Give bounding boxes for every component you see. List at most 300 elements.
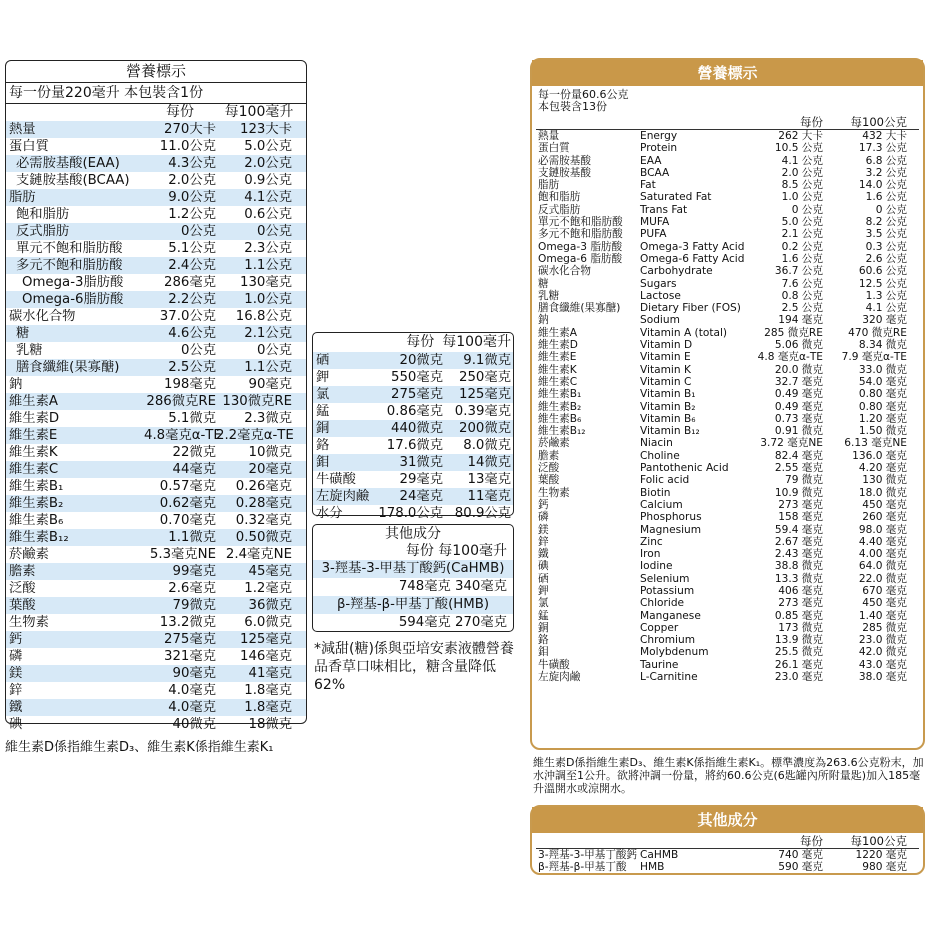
value-per-serving: 5.1公克 (168, 241, 216, 256)
value-per-serving: 7.6 公克 (781, 277, 823, 290)
right-nutrient-row (532, 142, 923, 154)
nutrient-name: 膽素 (9, 564, 36, 579)
nutrient-name: 飽和脂肪 (16, 207, 70, 222)
value-per-100g: 2.6 公克 (865, 252, 907, 265)
nutrient-name-en: Vitamin B₂ (640, 400, 696, 413)
value-per-serving: 90毫克 (172, 666, 216, 681)
nutrient-name-zh: 單元不飽和脂肪酸 (538, 216, 623, 229)
value-per-serving: 44毫克 (172, 462, 216, 477)
value-per-100g: 43.0 毫克 (858, 658, 907, 671)
value-per-100g: 320 毫克 (862, 314, 907, 327)
nutrient-name-zh: 3-羥基-3-甲基丁酸鈣 (538, 849, 638, 861)
value-per-100ml: 0.28毫克 (235, 496, 292, 511)
nutrient-name: 碘 (9, 717, 23, 732)
nutrient-name-en: HMB (640, 861, 665, 874)
nutrient-row (6, 546, 306, 563)
nutrient-name: 磷 (9, 649, 23, 664)
nutrient-name-en: EAA (640, 154, 662, 167)
right-nutrient-row (532, 167, 923, 179)
other-header: 每份 每100毫升 (405, 543, 507, 559)
nutrient-row (6, 580, 306, 597)
value-per-serving: 29毫克 (399, 472, 443, 487)
value-per-serving: 173 微克 (778, 621, 823, 634)
value-per-100ml: 1.1公克 (244, 360, 292, 375)
right-nutrient-row (532, 327, 923, 339)
value-per-serving: 0.91 微克 (774, 425, 823, 438)
nutrient-name-en: PUFA (640, 228, 667, 241)
value-per-100ml: 2.3微克 (244, 411, 292, 426)
right-nutrient-row (532, 130, 923, 142)
nutrient-name-en: Lactose (640, 289, 681, 302)
mineral-name: 水分 (316, 506, 343, 521)
value-per-serving: 2.1 公克 (781, 228, 823, 241)
other-title: 其他成分 (385, 526, 441, 542)
nutrient-name-zh: 銅 (538, 621, 549, 634)
nutrient-name-zh: 菸鹼素 (538, 437, 570, 450)
nutrient-row (6, 240, 306, 257)
nutrient-name-zh: 碳水化合物 (538, 265, 591, 278)
nutrient-name-en: Vitamin A (total) (640, 326, 728, 339)
value-per-serving: 275毫克 (391, 387, 443, 402)
col-per-serving: 每份 (406, 334, 435, 350)
nutrient-name: 葉酸 (9, 598, 36, 613)
value-per-100g: 7.9 毫克α-TE (841, 351, 907, 364)
nutrient-name-en: Vitamin D (640, 339, 693, 352)
right-nutrient-row (532, 450, 923, 462)
nutrient-name-zh: 鎂 (538, 523, 549, 536)
nutrient-name: Omega-3脂肪酸 (22, 275, 124, 290)
mineral-row (313, 505, 513, 522)
right-nutrient-row (532, 339, 923, 351)
right-other-ingredients (530, 805, 925, 875)
nutrient-name: 鈉 (9, 377, 23, 392)
right-nutrient-row (532, 524, 923, 536)
mineral-row (313, 454, 513, 471)
value-per-100ml: 36微克 (248, 598, 292, 613)
value-per-serving: 4.1 公克 (781, 154, 823, 167)
mineral-row (313, 471, 513, 488)
right-nutrient-rows (532, 130, 923, 683)
value-per-100ml: 0.9公克 (244, 173, 292, 188)
nutrient-row (6, 376, 306, 393)
value-per-serving: 2.0公克 (168, 173, 216, 188)
nutrient-name-en: Phosphorus (640, 511, 702, 524)
right-nutrient-row (532, 228, 923, 240)
nutrient-name: 維生素B₁₂ (9, 530, 69, 545)
value-per-serving: 1.1微克 (168, 530, 216, 545)
value-per-100g: 6.13 毫克NE (844, 437, 907, 450)
nutrient-name-zh: 鉻 (538, 634, 549, 647)
value-per-100ml: 18微克 (248, 717, 292, 732)
right-nutrient-row (532, 437, 923, 449)
nutrient-name: 膳食纖維(果寡醣) (16, 360, 120, 375)
nutrient-name-zh: 左旋肉鹼 (538, 671, 581, 684)
col-per-serving: 每份 (166, 104, 194, 120)
value-per-serving: 13.3 微克 (774, 572, 823, 585)
value-per-serving: 99毫克 (172, 564, 216, 579)
nutrient-name: 單元不飽和脂肪酸 (16, 241, 123, 256)
value-per-100g: 23.0 微克 (858, 634, 907, 647)
mineral-row (313, 403, 513, 420)
col-per-serving: 每份 (800, 115, 823, 129)
nutrient-name-zh: 葉酸 (538, 474, 560, 487)
value-per-100g: 136.0 毫克 (852, 449, 907, 462)
nutrient-name-zh: 維生素B₆ (538, 412, 582, 425)
value-per-serving: 0.8 公克 (781, 289, 823, 302)
value-per-100ml: 45毫克 (248, 564, 292, 579)
nutrient-name-zh: 鐵 (538, 548, 549, 561)
nutrient-name: 多元不飽和脂肪酸 (16, 258, 123, 273)
nutrient-name-zh: 乳糖 (538, 289, 560, 302)
nutrient-name: 維生素D (9, 411, 60, 426)
value-per-100ml: 8.0微克 (463, 438, 511, 453)
nutrient-name-zh: 支鏈胺基酸 (538, 166, 591, 179)
nutrient-name-en: Vitamin B₆ (640, 412, 696, 425)
right-nutrient-row (532, 351, 923, 363)
right-nutrient-row (532, 388, 923, 400)
value-per-serving: 0.70毫克 (159, 513, 216, 528)
nutrient-row (6, 529, 306, 546)
nutrient-name: 碳水化合物 (9, 309, 76, 324)
col-per-serving: 每份 (800, 834, 823, 848)
nutrient-name-zh: 熱量 (538, 130, 560, 142)
mineral-name: 氯 (316, 387, 330, 402)
nutrient-name-zh: 鈉 (538, 314, 549, 327)
value-per-100g: 18.0 微克 (858, 486, 907, 499)
value-per-100g: 3.5 公克 (865, 228, 907, 241)
nutrient-name-en: Trans Fat (640, 203, 688, 216)
right-nutrient-row (532, 499, 923, 511)
nutrient-name-en: Omega-6 Fatty Acid (640, 252, 745, 265)
right-nutrient-row (532, 191, 923, 203)
value-per-100g: 670 毫克 (862, 584, 907, 597)
nutrient-name-zh: 泛酸 (538, 462, 560, 475)
value-per-serving: 31微克 (399, 455, 443, 470)
value-per-serving: 59.4 毫克 (774, 523, 823, 536)
serving-info: 每一份量220毫升 本包裝含1份 (6, 83, 306, 104)
nutrient-rows (6, 121, 306, 733)
value-per-serving: 321毫克 (164, 649, 216, 664)
mineral-name: 錳 (316, 404, 330, 419)
value-per-serving: 286毫克 (164, 275, 216, 290)
nutrient-name-en: Biotin (640, 486, 671, 499)
nutrient-name-en: Sodium (640, 314, 680, 327)
nutrient-name-en: Vitamin B₁₂ (640, 425, 700, 438)
nutrient-name: 維生素K (9, 445, 58, 460)
nutrient-name-en: Choline (640, 449, 680, 462)
value-per-100g: 8.2 公克 (865, 216, 907, 229)
nutrient-name: 鐵 (9, 700, 23, 715)
value-per-100ml: 1.8毫克 (244, 683, 292, 698)
value-per-serving: 2.6毫克 (168, 581, 216, 596)
value-per-100ml: 1.0公克 (244, 292, 292, 307)
value-per-100g: 17.3 公克 (858, 142, 907, 155)
value-per-serving: 23.0 毫克 (774, 671, 823, 684)
nutrient-name-en: Carbohydrate (640, 265, 713, 278)
right-nutrient-row (532, 314, 923, 326)
value-per-serving: 406 毫克 (778, 584, 823, 597)
value-per-100ml: 146毫克 (240, 649, 292, 664)
nutrient-row (6, 342, 306, 359)
nutrient-name-zh: 牛磺酸 (538, 658, 570, 671)
value-per-serving: 550毫克 (391, 370, 443, 385)
nutrient-row (6, 189, 306, 206)
value-per-serving: 13.9 微克 (774, 634, 823, 647)
nutrient-name-en: L-Carnitine (640, 671, 698, 684)
value-per-serving: 275毫克 (164, 632, 216, 647)
value-per-100g: 0.80 毫克 (858, 388, 907, 401)
value-per-serving: 0.62毫克 (159, 496, 216, 511)
value-per-100g: 4.00 毫克 (858, 548, 907, 561)
value-per-serving: 17.6微克 (386, 438, 443, 453)
nutrient-name-zh: 硒 (538, 572, 549, 585)
value-per-serving: 0.57毫克 (159, 479, 216, 494)
value-per-serving: 0.85 毫克 (774, 609, 823, 622)
right-nutrient-row (532, 179, 923, 191)
right-nutrient-row (532, 597, 923, 609)
nutrient-name-en: Chromium (640, 634, 696, 647)
value-per-100g: 1.6 公克 (865, 191, 907, 204)
nutrient-row (6, 291, 306, 308)
minerals-table (312, 332, 514, 521)
value-per-100g: 54.0 毫克 (858, 375, 907, 388)
value-per-100g: 980 毫克 (862, 861, 907, 874)
nutrient-name-en: Potassium (640, 584, 695, 597)
nutrient-name-zh: 脂肪 (538, 179, 560, 192)
nutrient-name-zh: 維生素B₁ (538, 388, 582, 401)
right-nutrient-row (532, 376, 923, 388)
nutrient-name-zh: 多元不飽和脂肪酸 (538, 228, 623, 241)
value-per-serving: 9.0公克 (168, 190, 216, 205)
nutrient-name-en: Vitamin E (640, 351, 691, 364)
value-per-100g: 98.0 毫克 (858, 523, 907, 536)
nutrient-name-en: Zinc (640, 535, 663, 548)
value-per-serving: 4.8 毫克α-TE (757, 351, 823, 364)
nutrient-name-zh: 錳 (538, 609, 549, 622)
mineral-name: 鉻 (316, 438, 330, 453)
value-per-100g: 470 微克RE (848, 326, 907, 339)
nutrient-name-en: Iron (640, 548, 661, 561)
right-nutrient-row (532, 646, 923, 658)
value-per-100g: 4.20 毫克 (858, 462, 907, 475)
nutrient-name-zh: 碘 (538, 560, 549, 573)
value-per-100ml: 16.8公克 (235, 309, 292, 324)
value-per-100g: 4.1 公克 (865, 302, 907, 315)
nutrient-name-en: Niacin (640, 437, 673, 450)
nutrient-row (6, 478, 306, 495)
right-nutrient-row (532, 634, 923, 646)
mineral-rows (313, 352, 513, 522)
value-per-100ml: 250毫克 (459, 370, 511, 385)
right-nutrient-row (532, 253, 923, 265)
right-nutrient-row (532, 487, 923, 499)
value-per-serving: 285 微克RE (764, 326, 823, 339)
value-per-serving: 158 毫克 (778, 511, 823, 524)
value-per-100g: 6.8 公克 (865, 154, 907, 167)
value-per-100ml: 2.1公克 (244, 326, 292, 341)
value-per-100ml: 1.8毫克 (244, 700, 292, 715)
other-item-cahmb: 3-羥基-3-甲基丁酸鈣(CaHMB) (313, 560, 513, 578)
value-per-serving: 0.49 毫克 (774, 388, 823, 401)
value-per-serving: 3.72 毫克NE (760, 437, 823, 450)
nutrient-name-zh: 反式脂肪 (538, 203, 581, 216)
value-per-serving: 740 毫克 (778, 849, 823, 861)
right-nutrient-row (532, 560, 923, 572)
value-per-100g: 60.6 公克 (858, 265, 907, 278)
value-per-serving: 273 毫克 (778, 597, 823, 610)
nutrient-row (6, 393, 306, 410)
nutrient-name-zh: 生物素 (538, 486, 570, 499)
nutrient-row (6, 172, 306, 189)
nutrient-row (6, 461, 306, 478)
value-per-serving: 79微克 (172, 598, 216, 613)
value-per-100g: 260 毫克 (862, 511, 907, 524)
value-per-100g: 8.34 微克 (858, 339, 907, 352)
value-per-100ml: 125毫克 (459, 387, 511, 402)
value-per-serving: 0.73 毫克 (774, 412, 823, 425)
nutrient-name: 熱量 (9, 122, 36, 137)
nutrient-name: 鎂 (9, 666, 23, 681)
nutrient-name-en: Calcium (640, 498, 683, 511)
nutrient-row (6, 682, 306, 699)
nutrient-name: 生物素 (9, 615, 49, 630)
right-label-title: 營養標示 (532, 60, 923, 86)
nutrient-name-zh: Omega-6 脂肪酸 (538, 252, 623, 265)
right-other-rows (532, 849, 923, 874)
value-per-100g: 0 公克 (875, 203, 907, 216)
nutrient-name-en: Chloride (640, 597, 685, 610)
value-per-100ml: 0.39毫克 (454, 404, 511, 419)
nutrient-name-zh: 維生素B₂ (538, 400, 582, 413)
value-per-100g: 432 大卡 (862, 130, 907, 142)
nutrient-name-en: Folic acid (640, 474, 690, 487)
value-per-100ml: 4.1公克 (244, 190, 292, 205)
value-per-serving: 1.6 公克 (781, 252, 823, 265)
nutrient-name-zh: 磷 (538, 511, 549, 524)
value-per-100ml: 2.0公克 (244, 156, 292, 171)
nutrient-name: 糖 (16, 326, 30, 341)
value-per-serving: 286微克RE (146, 394, 216, 409)
right-nutrient-row (532, 265, 923, 277)
value-per-100ml: 0公克 (256, 343, 292, 358)
value-per-serving: 270大卡 (164, 122, 216, 137)
nutrient-name: 鈣 (9, 632, 23, 647)
value-per-100ml: 1.2毫克 (244, 581, 292, 596)
value-per-100g: 12.5 公克 (858, 277, 907, 290)
nutrient-name: 必需胺基酸(EAA) (16, 156, 120, 171)
value-per-serving: 590 毫克 (778, 861, 823, 874)
nutrient-row (6, 308, 306, 325)
value-per-serving: 4.6公克 (168, 326, 216, 341)
column-header (6, 104, 306, 121)
value-per-serving: 37.0公克 (159, 309, 216, 324)
value-per-100ml: 14微克 (467, 455, 511, 470)
nutrient-name: 乳糖 (16, 343, 43, 358)
mineral-row (313, 386, 513, 403)
value-per-100ml: 130微克RE (222, 394, 292, 409)
nutrient-name-en: Vitamin C (640, 375, 692, 388)
value-per-100ml: 0.32毫克 (235, 513, 292, 528)
value-per-serving: 0 公克 (791, 203, 823, 216)
nutrient-name: Omega-6脂肪酸 (22, 292, 124, 307)
value-per-100ml: 0.26毫克 (235, 479, 292, 494)
right-nutrient-row (532, 241, 923, 253)
value-per-serving: 2.4公克 (168, 258, 216, 273)
nutrient-name-zh: 維生素B₁₂ (538, 425, 586, 438)
value-per-100g: 450 毫克 (862, 597, 907, 610)
nutrient-name-zh: 維生素E (538, 351, 577, 364)
right-nutrient-row (532, 204, 923, 216)
nutrient-name-zh: 維生素C (538, 375, 578, 388)
right-nutrient-row (532, 364, 923, 376)
value-per-100ml: 200微克 (459, 421, 511, 436)
right-nutrient-row (532, 659, 923, 671)
value-per-100ml: 0.6公克 (244, 207, 292, 222)
value-per-serving: 24毫克 (399, 489, 443, 504)
value-per-serving: 25.5 微克 (774, 646, 823, 659)
nutrient-row (6, 512, 306, 529)
mineral-row (313, 488, 513, 505)
other-item-hmb: β-羥基-β-甲基丁酸(HMB) (313, 596, 513, 614)
nutrient-name-en: MUFA (640, 216, 670, 229)
value-per-100g: 450 毫克 (862, 498, 907, 511)
nutrient-name-en: Pantothenic Acid (640, 462, 729, 475)
mineral-row (313, 369, 513, 386)
nutrient-row (6, 359, 306, 376)
value-per-100ml: 2.4毫克NE (225, 547, 292, 562)
mineral-name: 銅 (316, 421, 330, 436)
nutrient-row (6, 665, 306, 682)
value-per-100ml: 9.1微克 (463, 353, 511, 368)
col-per-100ml: 每100毫升 (442, 334, 511, 350)
value-per-serving: 198毫克 (164, 377, 216, 392)
value-per-100g: 14.0 公克 (858, 179, 907, 192)
value-per-serving: 38.8 微克 (774, 560, 823, 573)
minerals-header (313, 333, 513, 352)
nutrient-name-en: Dietary Fiber (FOS) (640, 302, 741, 315)
nutrient-row (6, 427, 306, 444)
value-per-100g: 33.0 微克 (858, 363, 907, 376)
nutrient-row (6, 410, 306, 427)
sweetness-note: *減甜(糖)係與亞培安素液體營養品香草口味相比，糖含量降低62% (314, 641, 514, 693)
value-per-serving: 8.5 公克 (781, 179, 823, 192)
value-per-100g: 64.0 微克 (858, 560, 907, 573)
right-nutrient-row (532, 548, 923, 560)
value-per-serving: 26.1 毫克 (774, 658, 823, 671)
nutrient-name-zh: 鋅 (538, 535, 549, 548)
value-per-100ml: 41毫克 (248, 666, 292, 681)
nutrient-name-zh: 必需胺基酸 (538, 154, 591, 167)
col-per-100ml: 每100毫升 (224, 104, 294, 120)
value-per-100g: 4.40 毫克 (858, 535, 907, 548)
right-other-title: 其他成分 (532, 807, 923, 833)
mineral-row (313, 352, 513, 369)
nutrient-name-zh: Omega-3 脂肪酸 (538, 240, 623, 253)
value-per-100ml: 130毫克 (240, 275, 292, 290)
nutrient-name-en: Manganese (640, 609, 701, 622)
left-footnote: 維生素D係指維生素D₃、維生素K係指維生素K₁ (5, 740, 274, 755)
value-per-serving: 2.0 公克 (781, 166, 823, 179)
right-nutrient-row (532, 290, 923, 302)
nutrient-name-en: Copper (640, 621, 679, 634)
mineral-name: 硒 (316, 353, 330, 368)
nutrient-name-en: Saturated Fat (640, 191, 712, 204)
nutrient-name-en: Vitamin B₁ (640, 388, 696, 401)
nutrient-name: 蛋白質 (9, 139, 49, 154)
nutrient-name-zh: 蛋白質 (538, 142, 570, 155)
value-per-100ml: 20毫克 (248, 462, 292, 477)
right-serving-size: 每一份量60.6公克 (538, 88, 629, 101)
